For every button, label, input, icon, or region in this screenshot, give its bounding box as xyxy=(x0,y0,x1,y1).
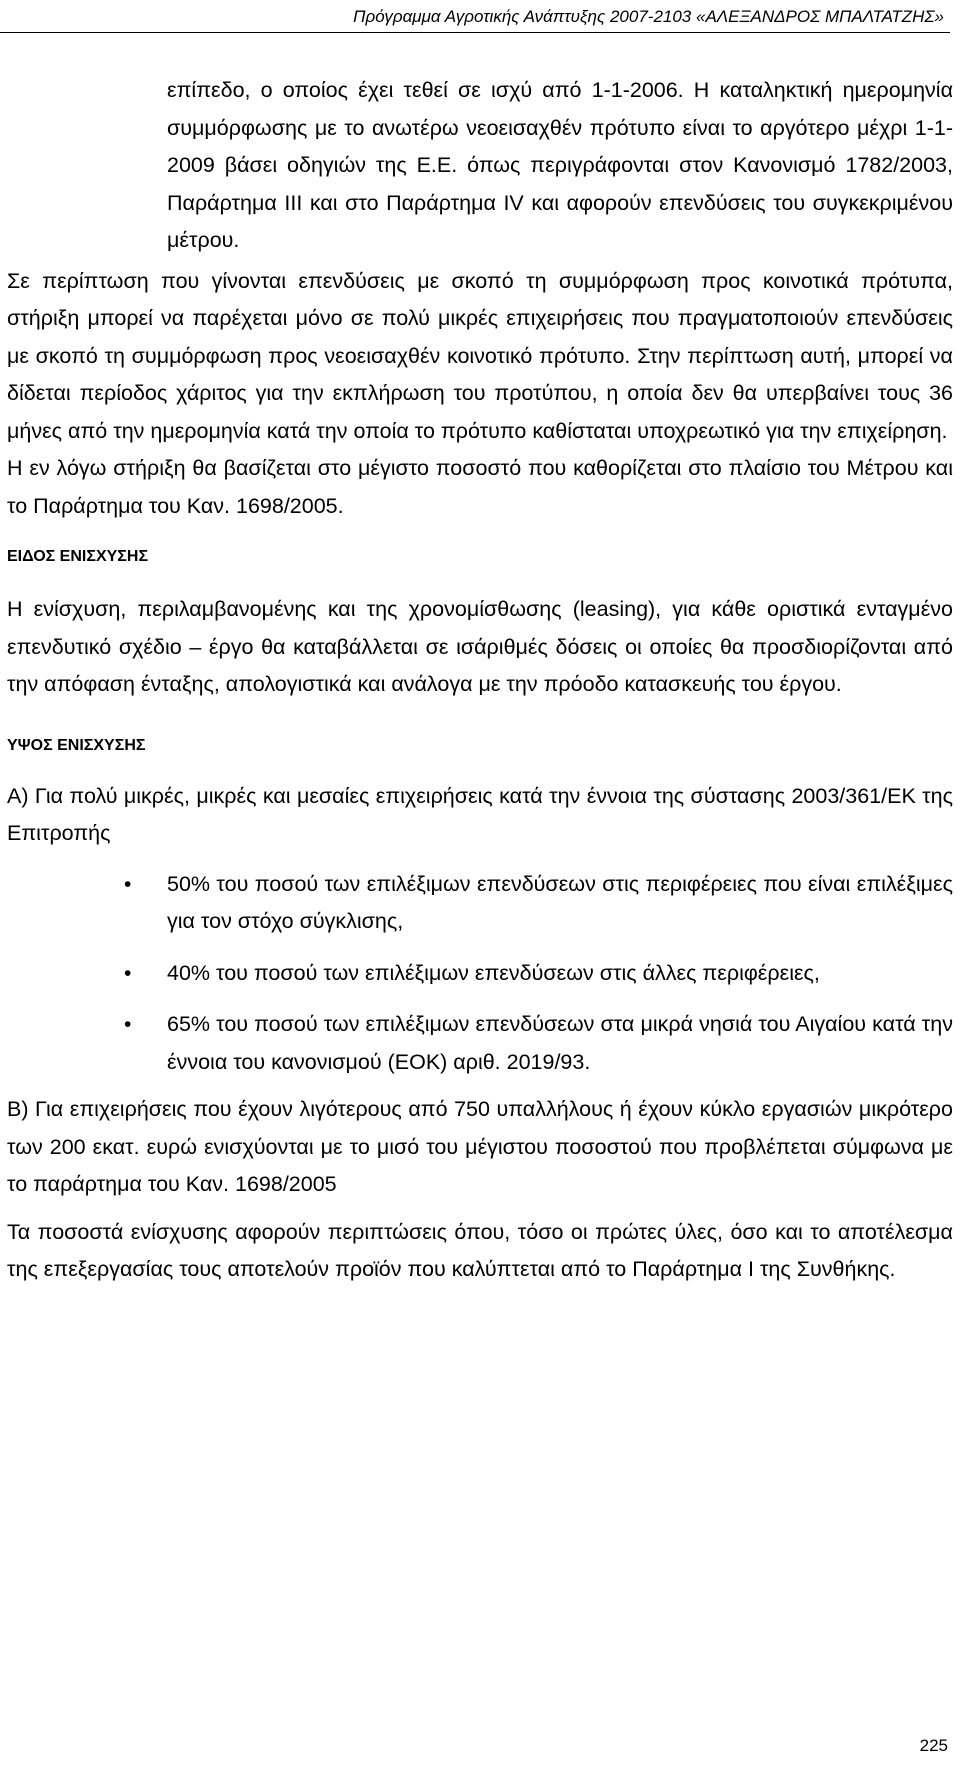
page-number: 225 xyxy=(919,1736,948,1755)
paragraph-large-enterprises: Β) Για επιχειρήσεις που έχουν λιγότερους από 750 υπαλλήλους ή έχουν κύκλο εργασιών μικρότερο των 200 εκατ. ευρώ ενισχύονται με το μισό του μέγιστου ποσοστού που προβλέπεται σύμφωνα με το παράρτημα του Καν. 1698/2005 xyxy=(7,1097,953,1196)
heading-aid-type: ΕΙΔΟΣ ΕΝΙΣΧΥΣΗΣ xyxy=(7,548,149,565)
paragraph-support-basis: Η εν λόγω στήριξη θα βασίζεται στο μέγιστο ποσοστό που καθορίζεται στο πλαίσιο του Μέτρου και το Παράρτημα του Καν. 1698/2005. xyxy=(7,456,953,518)
paragraph-community-standards: Σε περίπτωση που γίνονται επενδύσεις με σκοπό τη συμμόρφωση προς κοινοτικά πρότυπα, στήριξη μπορεί να παρέχεται μόνο σε πολύ μικρές επιχειρήσεις που πραγματοποιούν επενδύσεις με σκοπό τη συμμόρφωση προς νεοεισαχθέν κοινοτικό πρότυπο. Στην περίπτωση αυτή, μπορεί να δίδεται περίοδος χάριτος για την εκπλήρωση του προτύπου, η οποία δεν θα υπερβαίνει τους 36 μήνες από την ημερομηνία κατά την οποία το πρότυπο καθίσταται υποχρεωτικό για την επιχείρηση. xyxy=(7,268,953,443)
list-item xyxy=(0,866,953,941)
list-item-text: 50% του ποσού των επιλέξιμων επενδύσεων στις περιφέρειες που είναι επιλέξιμες για τον στόχο σύγκλισης, xyxy=(167,871,953,933)
bullet-icon: • xyxy=(124,1013,132,1036)
list-item xyxy=(0,1006,953,1081)
paragraph-annex-products: Τα ποσοστά ενίσχυσης αφορούν περιπτώσεις όπου, τόσο οι πρώτες ύλες, όσο και το αποτέλεσμα της επεξεργασίας τους αποτελούν προϊόν που καλύπτεται από το Παράρτημα Ι της Συνθήκης. xyxy=(7,1219,953,1281)
list-item xyxy=(0,955,953,993)
paragraph-aid-payment: Η ενίσχυση, περιλαμβανομένης και της χρονομίσθωσης (leasing), για κάθε οριστικά ενταγμένο επενδυτικό σχέδιο – έργο θα καταβάλλεται σε ισάριθμές δόσεις οι οποίες θα προσδιορίζονται από την απόφαση ένταξης, απολογιστικά και ανάλογα με την πρόοδο κατασκευής του έργου. xyxy=(7,597,953,696)
bullet-icon: • xyxy=(124,872,132,896)
paragraph-compliance-deadline: επίπεδο, ο οποίος έχει τεθεί σε ισχύ από 1-1-2006. Η καταληκτική ημερομηνία συμμόρφωσης με το ανωτέρω νεοεισαχθέν πρότυπο είναι το αργότερο μέχρι 1-1-2009 βάσει οδηγιών της Ε.Ε. όπως περιγράφονται στον Κανονισμό 1782/2003, Παράρτημα III και στο Παράρτημα IV και αφορούν επενδύσεις του συγκεκριμένου μέτρου. xyxy=(167,78,953,252)
list-item-text: 65% του ποσού των επιλέξιμων επενδύσεων στα μικρά νησιά του Αιγαίου κατά την έννοια του κανονισμού (ΕΟΚ) αριθ. 2019/93. xyxy=(167,1012,953,1074)
bullet-icon: • xyxy=(124,961,132,985)
running-header: Πρόγραμμα Αγροτικής Ανάπτυξης 2007-2103 «ΑΛΕΞΑΝΔΡΟΣ ΜΠΑΛΤΑΤΖΗΣ» xyxy=(353,7,944,26)
list-item-text: 40% του ποσού των επιλέξιμων επενδύσεων στις άλλες περιφέρειες, xyxy=(167,960,820,985)
paragraph-sme-definition: Α) Για πολύ μικρές, μικρές και μεσαίες επιχειρήσεις κατά την έννοια της σύστασης 2003/361/ΕΚ της Επιτροπής xyxy=(7,783,953,845)
heading-aid-level: ΥΨΟΣ ΕΝΙΣΧΥΣΗΣ xyxy=(7,736,146,754)
header-rule xyxy=(0,32,950,33)
page-body xyxy=(0,72,960,1289)
aid-rate-list xyxy=(0,866,953,1082)
